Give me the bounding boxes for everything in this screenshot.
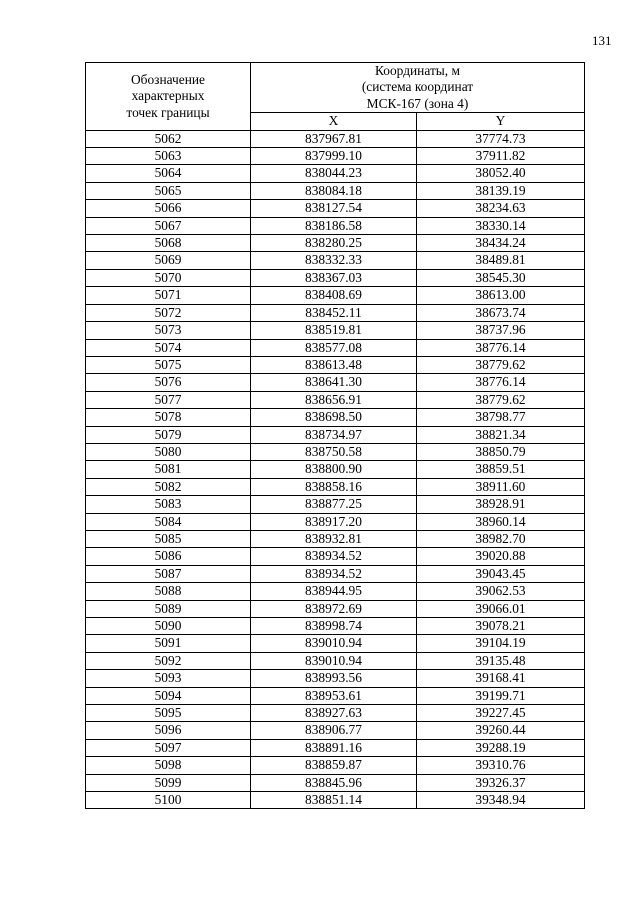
page-number: 131 — [592, 33, 612, 48]
table-row — [86, 722, 585, 739]
x-coordinate-cell: 838734.97 — [251, 426, 417, 443]
point-id-cell: 5070 — [86, 269, 251, 286]
y-coordinate-cell: 38859.51 — [417, 461, 585, 478]
y-coordinate-cell: 39199.71 — [417, 687, 585, 704]
y-coordinate-cell: 38779.62 — [417, 356, 585, 373]
table-row — [86, 304, 585, 321]
table-row — [86, 461, 585, 478]
table-row — [86, 165, 585, 182]
point-id-cell: 5069 — [86, 252, 251, 269]
point-id-cell: 5065 — [86, 182, 251, 199]
table-row — [86, 148, 585, 165]
x-coordinate-cell: 838656.91 — [251, 391, 417, 408]
point-id-cell: 5083 — [86, 496, 251, 513]
table-row — [86, 652, 585, 669]
point-id-cell: 5071 — [86, 287, 251, 304]
table-row — [86, 513, 585, 530]
table-row — [86, 757, 585, 774]
x-coordinate-cell: 838084.18 — [251, 182, 417, 199]
table-row — [86, 774, 585, 791]
y-coordinate-cell: 38737.96 — [417, 322, 585, 339]
table-row — [86, 287, 585, 304]
point-id-cell: 5097 — [86, 739, 251, 756]
y-coordinate-cell: 39020.88 — [417, 548, 585, 565]
y-coordinate-cell: 38850.79 — [417, 443, 585, 460]
table-row — [86, 565, 585, 582]
y-coordinate-cell: 38776.14 — [417, 339, 585, 356]
x-coordinate-cell: 838044.23 — [251, 165, 417, 182]
point-id-cell: 5080 — [86, 443, 251, 460]
x-coordinate-cell: 838858.16 — [251, 478, 417, 495]
y-coordinate-cell: 39227.45 — [417, 705, 585, 722]
x-coordinate-cell: 838932.81 — [251, 530, 417, 547]
table-row — [86, 792, 585, 809]
x-coordinate-cell: 838641.30 — [251, 374, 417, 391]
point-label-header-line-2: характерных — [131, 88, 205, 104]
point-id-cell: 5085 — [86, 530, 251, 547]
point-id-cell: 5093 — [86, 670, 251, 687]
table-row — [86, 600, 585, 617]
x-coordinate-cell: 838906.77 — [251, 722, 417, 739]
y-coordinate-cell: 38434.24 — [417, 235, 585, 252]
table-row — [86, 391, 585, 408]
x-coordinate-cell: 838613.48 — [251, 356, 417, 373]
y-coordinate-cell: 39288.19 — [417, 739, 585, 756]
y-coordinate-cell: 38911.60 — [417, 478, 585, 495]
table-row — [86, 235, 585, 252]
coordinates-header-line-3: МСК-167 (зона 4) — [366, 95, 469, 111]
y-coordinate-cell: 38928.91 — [417, 496, 585, 513]
point-id-cell: 5063 — [86, 148, 251, 165]
x-coordinate-cell: 838577.08 — [251, 339, 417, 356]
point-id-cell: 5091 — [86, 635, 251, 652]
point-id-cell: 5099 — [86, 774, 251, 791]
point-id-cell: 5079 — [86, 426, 251, 443]
table-row — [86, 496, 585, 513]
y-coordinate-cell: 38673.74 — [417, 304, 585, 321]
x-coordinate-cell: 838859.87 — [251, 757, 417, 774]
y-coordinate-cell: 37774.73 — [417, 130, 585, 147]
x-coordinate-cell: 838698.50 — [251, 409, 417, 426]
x-coordinate-cell: 838891.16 — [251, 739, 417, 756]
y-coordinate-cell: 38776.14 — [417, 374, 585, 391]
x-coordinate-cell: 838934.52 — [251, 548, 417, 565]
point-id-cell: 5090 — [86, 618, 251, 635]
y-coordinate-cell: 39348.94 — [417, 792, 585, 809]
y-coordinate-cell: 38489.81 — [417, 252, 585, 269]
point-id-cell: 5087 — [86, 565, 251, 582]
x-coordinate-cell: 838944.95 — [251, 583, 417, 600]
table-row — [86, 356, 585, 373]
y-coordinate-cell: 37911.82 — [417, 148, 585, 165]
table-row — [86, 530, 585, 547]
point-id-cell: 5082 — [86, 478, 251, 495]
y-coordinate-cell: 39062.53 — [417, 583, 585, 600]
y-coordinate-cell: 38139.19 — [417, 182, 585, 199]
table-row — [86, 374, 585, 391]
table-row — [86, 130, 585, 147]
point-id-cell: 5072 — [86, 304, 251, 321]
point-id-cell: 5068 — [86, 235, 251, 252]
x-coordinate-cell: 838452.11 — [251, 304, 417, 321]
point-id-cell: 5088 — [86, 583, 251, 600]
table-row — [86, 322, 585, 339]
table-row — [86, 618, 585, 635]
x-coordinate-cell: 837999.10 — [251, 148, 417, 165]
point-id-cell: 5095 — [86, 705, 251, 722]
point-label-header-line-3: точек границы — [126, 104, 210, 120]
table-row — [86, 739, 585, 756]
table-row — [86, 182, 585, 199]
y-coordinate-cell: 38613.00 — [417, 287, 585, 304]
point-id-cell: 5081 — [86, 461, 251, 478]
x-coordinate-cell: 838800.90 — [251, 461, 417, 478]
coordinates-header-line-2: (система координат — [361, 79, 474, 95]
x-coordinate-cell: 838998.74 — [251, 618, 417, 635]
y-coordinate-cell: 38960.14 — [417, 513, 585, 530]
table-row — [86, 478, 585, 495]
x-coordinate-cell: 838851.14 — [251, 792, 417, 809]
table-row — [86, 409, 585, 426]
x-coordinate-cell: 838367.03 — [251, 269, 417, 286]
point-id-cell: 5076 — [86, 374, 251, 391]
table-row — [86, 548, 585, 565]
y-coordinate-cell: 39104.19 — [417, 635, 585, 652]
table-row — [86, 635, 585, 652]
table-row — [86, 426, 585, 443]
y-coordinate-cell: 39066.01 — [417, 600, 585, 617]
y-coordinate-cell: 39168.41 — [417, 670, 585, 687]
point-id-cell: 5074 — [86, 339, 251, 356]
y-coordinate-cell: 39260.44 — [417, 722, 585, 739]
point-id-cell: 5100 — [86, 792, 251, 809]
point-id-cell: 5086 — [86, 548, 251, 565]
point-id-cell: 5067 — [86, 217, 251, 234]
x-coordinate-cell: 838934.52 — [251, 565, 417, 582]
point-id-cell: 5064 — [86, 165, 251, 182]
x-coordinate-cell: 838332.33 — [251, 252, 417, 269]
y-coordinate-cell: 38779.62 — [417, 391, 585, 408]
table-row — [86, 200, 585, 217]
y-coordinate-cell: 38234.63 — [417, 200, 585, 217]
header-row-main — [86, 63, 585, 113]
point-id-cell: 5089 — [86, 600, 251, 617]
table-header — [86, 63, 585, 131]
x-coordinate-cell: 838953.61 — [251, 687, 417, 704]
point-id-cell: 5098 — [86, 757, 251, 774]
point-id-cell: 5073 — [86, 322, 251, 339]
x-coordinate-cell: 838186.58 — [251, 217, 417, 234]
table-row — [86, 252, 585, 269]
x-coordinate-cell: 838927.63 — [251, 705, 417, 722]
y-coordinate-cell: 38982.70 — [417, 530, 585, 547]
y-coordinate-cell: 39326.37 — [417, 774, 585, 791]
point-id-cell: 5066 — [86, 200, 251, 217]
table-row — [86, 670, 585, 687]
x-coordinate-cell: 838519.81 — [251, 322, 417, 339]
y-coordinate-cell: 39135.48 — [417, 652, 585, 669]
x-coordinate-cell: 839010.94 — [251, 635, 417, 652]
y-coordinate-cell: 39043.45 — [417, 565, 585, 582]
boundary-points-table — [85, 62, 585, 809]
y-coordinate-cell: 38798.77 — [417, 409, 585, 426]
y-coordinate-cell: 38330.14 — [417, 217, 585, 234]
y-coordinate-cell: 38545.30 — [417, 269, 585, 286]
point-label-header-line-1: Обозначение — [131, 71, 205, 87]
table-row — [86, 269, 585, 286]
table-row — [86, 583, 585, 600]
coordinates-header — [251, 63, 585, 113]
point-id-cell: 5094 — [86, 687, 251, 704]
x-coordinate-cell: 838877.25 — [251, 496, 417, 513]
point-id-cell: 5077 — [86, 391, 251, 408]
x-column-header: X — [251, 113, 417, 130]
y-coordinate-cell: 38821.34 — [417, 426, 585, 443]
point-id-cell: 5075 — [86, 356, 251, 373]
point-id-cell: 5062 — [86, 130, 251, 147]
x-coordinate-cell: 838280.25 — [251, 235, 417, 252]
table-body — [86, 130, 585, 809]
x-coordinate-cell: 839010.94 — [251, 652, 417, 669]
x-coordinate-cell: 838917.20 — [251, 513, 417, 530]
table-row — [86, 443, 585, 460]
point-id-cell: 5096 — [86, 722, 251, 739]
x-coordinate-cell: 838845.96 — [251, 774, 417, 791]
point-id-cell: 5078 — [86, 409, 251, 426]
table-row — [86, 217, 585, 234]
x-coordinate-cell: 838993.56 — [251, 670, 417, 687]
y-coordinate-cell: 38052.40 — [417, 165, 585, 182]
x-coordinate-cell: 837967.81 — [251, 130, 417, 147]
y-column-header: Y — [417, 113, 585, 130]
x-coordinate-cell: 838408.69 — [251, 287, 417, 304]
y-coordinate-cell: 39078.21 — [417, 618, 585, 635]
table-row — [86, 687, 585, 704]
table-row — [86, 705, 585, 722]
point-id-cell: 5084 — [86, 513, 251, 530]
x-coordinate-cell: 838972.69 — [251, 600, 417, 617]
y-coordinate-cell: 39310.76 — [417, 757, 585, 774]
coordinates-header-line-1: Координаты, м — [375, 63, 460, 78]
point-id-cell: 5092 — [86, 652, 251, 669]
x-coordinate-cell: 838127.54 — [251, 200, 417, 217]
table-row — [86, 339, 585, 356]
point-label-header — [86, 63, 251, 131]
x-coordinate-cell: 838750.58 — [251, 443, 417, 460]
